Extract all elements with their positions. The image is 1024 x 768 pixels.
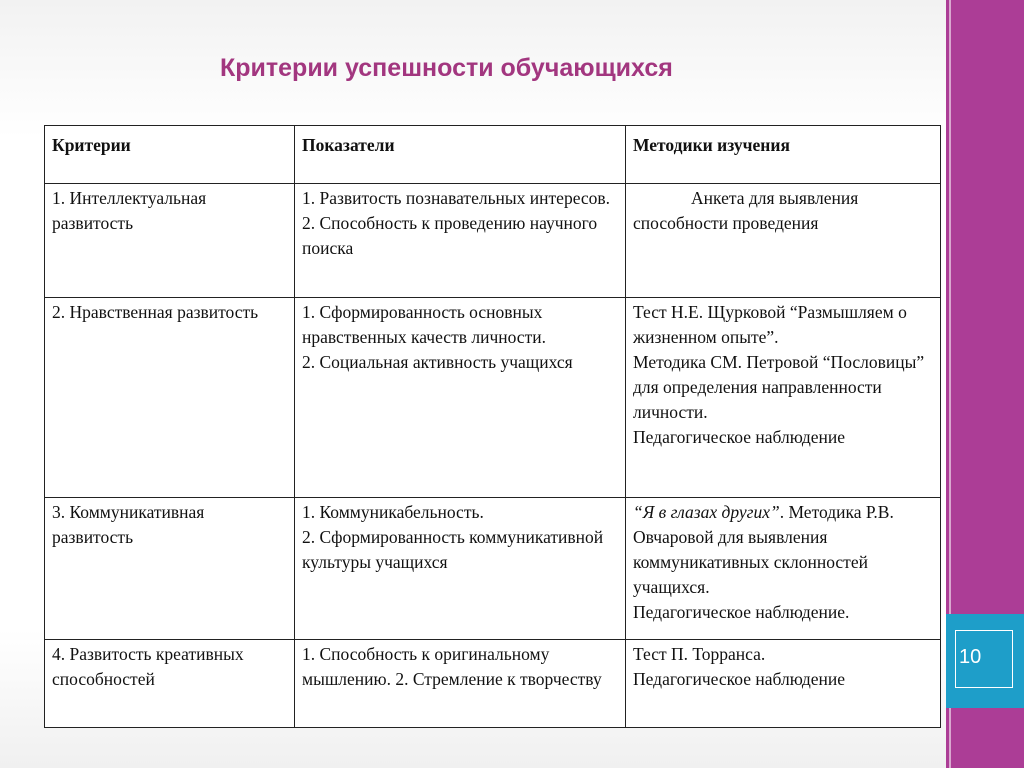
indicator-line: 1. Сформированность основных нравственных качеств личности. [302,302,546,347]
methods-cell [626,498,941,640]
page-number: 10 [959,646,982,668]
method-line: способности проведения [633,213,819,233]
methods-cell [626,640,941,728]
table-row [45,640,941,728]
table-header-row [45,126,941,184]
indicator-line: 2. Способность к проведению научного поиска [302,213,598,258]
indicator-line: 1. Коммуникабельность. [302,502,484,522]
page-number-badge [946,614,1024,708]
method-line: Педагогическое наблюдение [633,669,846,689]
method-line: Педагогическое наблюдение. [633,602,850,622]
method-line: Педагогическое наблюдение [633,427,846,447]
method-text: . Методика Р.В. Овчаровой для выявления коммуникативных склонностей учащихся. [633,502,894,597]
indicators-cell [295,298,626,498]
methods-cell [626,184,941,298]
indicators-cell [295,640,626,728]
header-methods: Методики изучения [626,126,941,184]
indicator-line: 1. Способность к оригинальному мышлению. 2. Стремление к творчеству [302,644,602,689]
method-line [633,500,934,600]
method-italic-title: “Я в глазах других” [633,502,780,522]
method-line: Тест П. Торранса. [633,644,766,664]
header-indicators: Показатели [295,126,626,184]
indicators-cell [295,498,626,640]
method-line: Анкета для выявления [691,188,859,208]
header-criteria: Критерии [45,126,295,184]
method-line: Тест Н.Е. Щурковой “Размышляем о жизненном опыте”. [633,302,907,347]
table-row [45,298,941,498]
criterion-cell: 4. Развитость креативных способностей [45,640,295,728]
indicator-line: 2. Социальная активность учащихся [302,352,573,372]
criterion-cell: 1. Интеллектуальная развитость [45,184,295,298]
page-number-frame [955,630,1013,688]
criterion-cell: 3. Коммуникативная развитость [45,498,295,640]
indicators-cell [295,184,626,298]
indicator-line: 2. Сформированность коммуникативной культуры учащихся [302,527,604,572]
table-row [45,184,941,298]
criterion-cell: 2. Нравственная развитость [45,298,295,498]
table-row [45,498,941,640]
method-line: Методика СМ. Петровой “Пословицы” для определения направленности личности. [633,352,925,422]
slide-title: Критерии успешности обучающихся [220,54,673,82]
criteria-table [44,125,941,728]
methods-cell [626,298,941,498]
indicator-line: 1. Развитость познавательных интересов. [302,188,611,208]
